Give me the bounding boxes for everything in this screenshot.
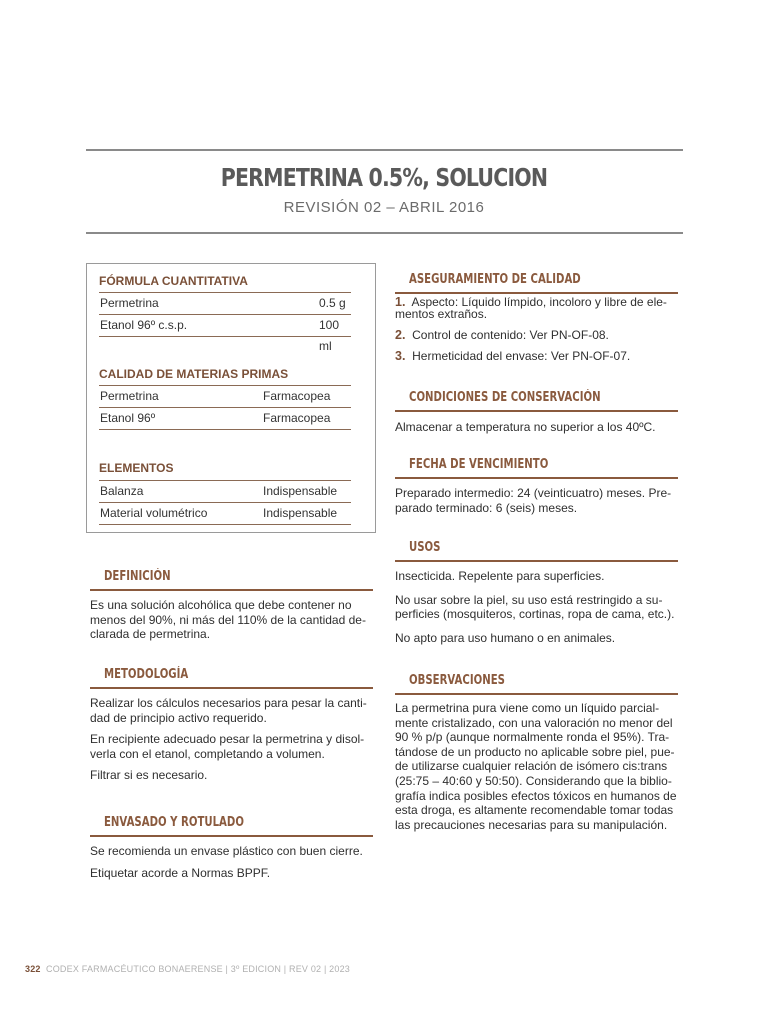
- materias-table: [99, 385, 351, 430]
- row-value: Farmacopea: [263, 411, 331, 425]
- section-title: CONDICIONES DE CONSERVACIÓN: [409, 390, 601, 405]
- formula-box: [86, 263, 376, 533]
- row-name: Material volumétrico: [100, 506, 208, 520]
- observaciones-text: La permetrina pura viene como un líquido parcial- mente cristalizado, con una valoración no menor del 90 % p/p (aunque normalmente ronda el 95%). Tra- tándose de un producto no aplicable sobre piel, pue- de utilizarse cualquier relación de isómero cis:trans (25:75 – 40:60 y 50:50). Considerando que la biblio- grafía indica posibles efectos tóxicos en humanos de esta droga, es altamente recomendable tomar todas las precauciones necesarias para su manipulación.: [395, 701, 677, 832]
- list-item: 3. Hermeticidad del envase: Ver PN-OF-07.: [395, 349, 631, 363]
- row-name: Etanol 96º: [100, 411, 156, 425]
- envasado-text: Se recomienda un envase plástico con buen cierre. Etiquetar acorde a Normas BPPF.: [90, 844, 363, 880]
- elementos-table: [99, 480, 351, 525]
- vencimiento-text: Preparado intermedio: 24 (veinticuatro) meses. Pre- parado terminado: 6 (seis) meses.: [395, 486, 672, 515]
- list-item: 2. Control de contenido: Ver PN-OF-08.: [395, 328, 609, 342]
- page-subtitle: REVISIÓN 02 – ABRIL 2016: [283, 199, 485, 216]
- table-row: [99, 292, 351, 314]
- page-number: 322: [25, 964, 41, 974]
- metodologia-header: [90, 665, 373, 689]
- vencimiento-header: [395, 455, 678, 479]
- table-row: [99, 385, 351, 407]
- formula-heading: FÓRMULA CUANTITATIVA: [99, 274, 248, 288]
- row-name: Etanol 96º c.s.p.: [100, 318, 188, 332]
- row-value: 0.5 g: [319, 296, 346, 310]
- page-title: PERMETRINA 0.5%, SOLUCION: [220, 163, 548, 192]
- materias-heading: CALIDAD DE MATERIAS PRIMAS: [99, 367, 289, 381]
- definicion-text: Es una solución alcohólica que debe contener no menos del 90%, ni más del 110% de la cantidad de- clarada de permetrina.: [90, 598, 366, 641]
- header-rule-top: [86, 149, 683, 151]
- usos-text: Insecticida. Repelente para superficies. No usar sobre la piel, su uso está restringido a su- perficies (mosquiteros, cortinas, ropa de cama, etc.). No apto para uso humano o en animales.: [395, 569, 675, 645]
- elementos-heading: ELEMENTOS: [99, 461, 174, 475]
- table-row: [99, 407, 351, 430]
- row-value: 100 ml: [319, 318, 340, 353]
- calidad-header: [395, 270, 678, 294]
- row-name: Permetrina: [100, 389, 159, 403]
- row-value: Farmacopea: [263, 389, 331, 403]
- observaciones-header: [395, 671, 678, 695]
- definicion-header: [90, 567, 373, 591]
- row-name: Permetrina: [100, 296, 159, 310]
- page-footer: [25, 964, 350, 974]
- row-value: Indispensable: [263, 484, 338, 498]
- table-row: [99, 502, 351, 525]
- row-name: Balanza: [100, 484, 144, 498]
- section-title: FECHA DE VENCIMIENTO: [409, 457, 549, 472]
- section-title: USOS: [409, 540, 441, 555]
- list-item: 1. Aspecto: Líquido límpido, incoloro y libre de ele-: [395, 295, 667, 309]
- conservacion-header: [395, 388, 678, 412]
- section-title: METODOLOGÍA: [104, 667, 189, 682]
- section-title: ASEGURAMIENTO DE CALIDAD: [409, 272, 581, 287]
- calidad-list: 1. Aspecto: Líquido límpido, incoloro y libre de ele- mentos extraños. 2. Control de contenido: Ver PN-OF-08. 3. Hermeticidad del envase: Ver PN-OF-07.: [395, 296, 685, 362]
- table-row: [99, 314, 351, 353]
- section-title: OBSERVACIONES: [409, 673, 505, 688]
- row-value: Indispensable: [263, 506, 338, 520]
- header-rule-bottom: [86, 232, 683, 234]
- formula-table: [99, 292, 351, 353]
- footer-text: CODEX FARMACÉUTICO BONAERENSE | 3º EDICION | REV 02 | 2023: [46, 964, 351, 974]
- section-title: DEFINICIÓN: [104, 569, 171, 584]
- table-row: [99, 480, 351, 502]
- metodologia-text: Realizar los cálculos necesarios para pesar la canti- dad de principio activo requerido. En recipiente adecuado pesar la permetrina y disol- verla con el etanol, completando a volumen. Filtrar si es necesario.: [90, 696, 367, 782]
- conservacion-text: Almacenar a temperatura no superior a los 40ºC.: [395, 420, 656, 434]
- section-title: ENVASADO Y ROTULADO: [104, 815, 244, 830]
- usos-header: [395, 538, 678, 562]
- envasado-header: [90, 813, 373, 837]
